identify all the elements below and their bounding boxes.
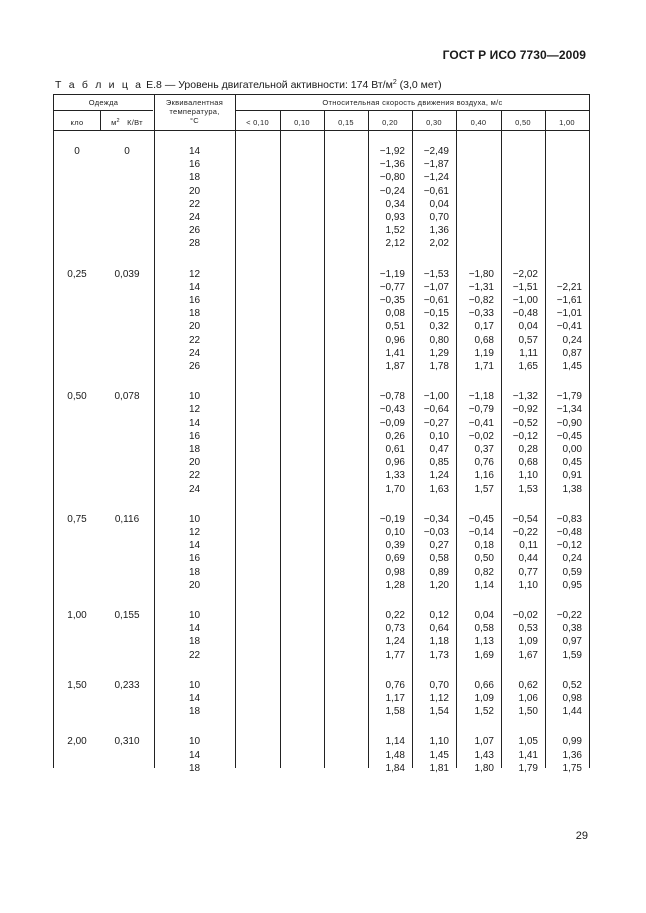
header-temperature-line3: °С [189,116,199,125]
pmv-value: −1,00 [423,391,449,403]
header-speed-col: 0,40 [470,118,487,127]
pmv-value: −2,21 [556,281,582,293]
pmv-value: 0,51 [385,321,405,333]
pmv-value: −0,09 [379,417,405,429]
pmv-value: 1,20 [429,579,449,591]
rule-column-divider [235,95,236,768]
pmv-value: 1,67 [518,649,538,661]
pmv-value: 0,11 [519,540,538,552]
pmv-value: 0,10 [429,430,449,442]
pmv-value: −0,33 [468,308,494,320]
pmv-value: 1,16 [474,470,494,482]
pmv-value: 0,34 [385,198,405,210]
pmv-value: 2,02 [429,238,449,250]
pmv-value: 0,44 [518,553,538,565]
pmv-value: −1,51 [512,281,538,293]
pmv-value: −0,82 [468,295,494,306]
pmv-value: 0,17 [474,321,494,333]
pmv-value: 0,27 [429,540,449,552]
pmv-value: 1,07 [474,736,494,748]
temperature-value: 22 [188,334,201,346]
pmv-value: 0,70 [429,212,449,223]
pmv-value: −0,90 [556,417,582,429]
pmv-value: 0,96 [385,334,405,346]
pmv-value: −0,12 [556,540,582,552]
pmv-value: 1,09 [474,693,494,704]
pmv-value: 1,19 [474,347,494,359]
pmv-value: −0,48 [556,527,582,538]
temperature-value: 12 [188,404,201,416]
pmv-value: 0,95 [562,579,582,591]
temperature-value: 20 [188,321,201,333]
pmv-value: 1,48 [385,749,405,761]
caption-label: Т а б л и ц а [55,79,144,91]
temperature-value: 20 [188,579,201,591]
header-temperature [154,98,235,125]
caption-tail: (3,0 мет) [396,79,442,91]
pmv-value: 0,04 [474,610,494,621]
temperature-value: 22 [188,470,201,482]
pmv-value: 1,84 [385,762,405,774]
temperature-value: 18 [188,636,201,648]
temperature-value: 18 [188,566,201,578]
pmv-value: 0,26 [385,430,405,442]
temperature-value: 26 [188,361,201,372]
clo-value: 0,25 [67,268,87,280]
pmv-value: −1,01 [556,308,582,320]
clo-value: 1,50 [67,679,87,691]
pmv-value: 1,69 [474,649,494,661]
header-speed-col: 0,50 [515,118,531,127]
pmv-value: 0,91 [562,470,582,482]
pmv-value: −2,02 [512,268,538,280]
pmv-value: −0,79 [468,404,494,416]
temperature-value: 18 [188,308,201,320]
pmv-value: 1,70 [385,483,405,495]
pmv-value: −0,15 [423,308,449,320]
rule-header-bottom [54,130,589,131]
pmv-value: 1,10 [518,579,538,591]
pmv-value: −0,12 [512,430,538,442]
pmv-value: 1,54 [429,706,449,718]
pmv-value: 0,76 [474,457,494,469]
temperature-value: 16 [188,159,201,171]
clo-value: 1,00 [67,610,87,621]
pmv-value: 0,98 [562,693,582,704]
pmv-value: −0,14 [468,527,494,538]
pmv-value: −1,36 [379,159,405,171]
pmv-value: −0,78 [379,391,405,403]
pmv-value: −0,41 [468,417,494,429]
pmv-value: 0,59 [562,566,582,578]
pmv-value: −1,87 [423,159,449,171]
header-temperature-line1: Эквивалентная [165,98,224,107]
pmv-value: 0,04 [429,198,449,210]
pmv-value: 1,11 [519,347,538,359]
temperature-value: 20 [188,185,201,197]
pmv-value: 1,59 [562,649,582,661]
pmv-value: 1,17 [385,693,405,704]
pmv-value: −0,02 [468,430,494,442]
pmv-value: 1,87 [385,361,405,372]
pmv-value: 0,18 [474,540,494,552]
page-number: 29 [575,830,588,842]
pmv-value: −0,02 [512,610,538,621]
pmv-value: 1,36 [429,225,449,237]
pmv-value: −0,24 [379,185,405,197]
temperature-value: 28 [188,238,201,250]
temperature-value: 18 [188,172,201,184]
temperature-value: 14 [188,540,201,552]
pmv-value: 0,69 [385,553,405,565]
temperature-value: 16 [188,553,201,565]
pmv-value: 1,65 [518,361,538,372]
pmv-value: 1,10 [429,736,449,748]
pmv-value: 1,10 [518,470,538,482]
pmv-value: 0,73 [385,623,405,635]
pmv-value: −0,83 [556,513,582,525]
pmv-value: −0,54 [512,513,538,525]
pmv-value: 0,98 [385,566,405,578]
pmv-value: 0,32 [429,321,449,333]
pmv-value: −0,80 [379,172,405,184]
pmv-value: 0,85 [429,457,449,469]
pmv-value: 1,53 [518,483,538,495]
pmv-value: −1,31 [468,281,494,293]
pmv-value: −0,41 [556,321,582,333]
table-caption [55,79,442,91]
pmv-value: −0,92 [512,404,538,416]
pmv-value: 1,43 [474,749,494,761]
pmv-value: −0,48 [512,308,538,320]
temperature-value: 24 [188,483,201,495]
thermal-resistance-value: 0,310 [114,736,140,748]
pmv-value: −0,52 [512,417,538,429]
pmv-value: −1,92 [379,146,405,157]
temperature-value: 16 [188,430,201,442]
pmv-value: 0,57 [518,334,538,346]
pmv-value: 1,63 [429,483,449,495]
pmv-value: −0,45 [556,430,582,442]
pmv-value: 0,87 [562,347,582,359]
header-m2-sup: 2 [116,118,120,124]
header-speed-col: 1,00 [559,118,575,127]
pmv-value: 1,71 [474,361,494,372]
pmv-value: 1,80 [474,762,494,774]
temperature-value: 14 [188,693,201,704]
pmv-value: 1,13 [474,636,494,648]
pmv-value: 0,22 [385,610,405,621]
temperature-value: 10 [188,610,201,621]
temperature-value: 14 [188,146,201,157]
pmv-value: 0,76 [385,679,405,691]
pmv-value: 2,12 [385,238,405,250]
temperature-value: 14 [188,417,201,429]
pmv-value: −0,27 [423,417,449,429]
pmv-value: 1,14 [385,736,405,748]
pmv-value: 1,29 [429,347,449,359]
rule-clo-divider [100,110,101,130]
pmv-value: 1,75 [562,762,582,774]
temperature-value: 10 [188,679,201,691]
pmv-value: −1,07 [423,281,449,293]
pmv-value: 0,12 [429,610,449,621]
pmv-value: 1,36 [562,749,582,761]
pmv-value: 1,45 [562,361,582,372]
pmv-value: −0,61 [423,295,449,306]
temperature-value: 14 [188,749,201,761]
pmv-value: −1,18 [468,391,494,403]
pmv-value: 0,47 [429,444,449,455]
rule-column-divider [280,110,281,768]
pmv-value: −1,53 [423,268,449,280]
pmv-value: 1,14 [474,579,494,591]
pmv-value: −0,43 [379,404,405,416]
temperature-value: 18 [188,762,201,774]
pmv-value: −0,19 [379,513,405,525]
pmv-value: 1,78 [429,361,449,372]
temperature-value: 18 [188,444,201,455]
thermal-resistance-value: 0,078 [114,391,140,403]
pmv-value: 0,82 [474,566,494,578]
pmv-value: 1,45 [429,749,449,761]
temperature-value: 14 [188,281,201,293]
pmv-value: −0,34 [423,513,449,525]
pmv-value: 0,53 [518,623,538,635]
pmv-value: 0,64 [429,623,449,635]
pmv-value: 0,61 [385,444,405,455]
pmv-value: 1,28 [385,579,405,591]
rule-column-divider [324,110,325,768]
header-kw-unit: К/Вт [127,118,143,127]
thermal-resistance-value: 0,233 [114,679,140,691]
pmv-value: 0,52 [562,679,582,691]
header-speed-col: 0,10 [294,118,310,127]
pmv-value: 1,33 [385,470,405,482]
pmv-value: 0,45 [562,457,582,469]
pmv-value: 0,24 [562,334,582,346]
pmv-value: −1,00 [512,295,538,306]
pmv-value: 0,58 [474,623,494,635]
pmv-value: 1,41 [518,749,538,761]
temperature-value: 12 [188,527,201,538]
pmv-value: −2,49 [423,146,449,157]
pmv-value: 1,12 [429,693,449,704]
header-clothing: Одежда [88,98,119,107]
pmv-value: 1,77 [385,649,405,661]
header-m2-unit: м [111,118,117,127]
clo-value: 2,00 [67,736,87,748]
pmv-value: 0,04 [518,321,538,333]
temperature-value: 26 [188,225,201,237]
thermal-resistance-value: 0 [124,146,130,157]
clo-value: 0 [74,146,80,157]
caption-superscript: 2 [392,79,397,86]
pmv-value: −0,35 [379,295,405,306]
temperature-value: 20 [188,457,201,469]
pmv-value: 1,05 [518,736,538,748]
pmv-value: −0,77 [379,281,405,293]
pmv-value: −1,61 [556,295,582,306]
rule-clothing-sub [54,110,153,111]
pmv-value: 0,80 [429,334,449,346]
document-code: ГОСТ Р ИСО 7730—2009 [442,48,586,62]
pmv-value: −0,22 [512,527,538,538]
pmv-value: −1,32 [512,391,538,403]
pmv-value: 1,38 [562,483,582,495]
temperature-value: 12 [188,268,201,280]
pmv-value: 1,44 [562,706,582,718]
pmv-value: 1,24 [429,470,449,482]
header-m2kw [100,118,154,127]
pmv-value: 1,06 [518,693,538,704]
pmv-value: 0,50 [474,553,494,565]
pmv-value: −1,79 [556,391,582,403]
pmv-value: 0,00 [562,444,582,455]
pmv-value: 1,52 [474,706,494,718]
header-speed-col: 0,20 [382,118,398,127]
pmv-value: 0,28 [518,444,538,455]
pmv-value: −1,34 [556,404,582,416]
temperature-value: 10 [188,513,201,525]
pmv-value: −1,19 [379,268,405,280]
temperature-value: 22 [188,198,201,210]
pmv-value: 0,70 [429,679,449,691]
temperature-value: 24 [188,212,201,223]
pmv-value: −0,61 [423,185,449,197]
pmv-value: 1,73 [429,649,449,661]
header-speed-col: 0,30 [426,118,442,127]
pmv-value: 1,24 [385,636,405,648]
pmv-value: 0,08 [385,308,405,320]
pmv-value: 1,41 [385,347,405,359]
pmv-value: 0,62 [518,679,538,691]
pmv-value: 1,58 [385,706,405,718]
pmv-value: 1,79 [518,762,538,774]
pmv-value: −0,45 [468,513,494,525]
temperature-value: 14 [188,623,201,635]
thermal-resistance-value: 0,039 [114,268,140,280]
header-clo: кло [70,118,84,127]
pmv-value: 0,68 [518,457,538,469]
pmv-value: 0,93 [385,212,405,223]
pmv-value: 0,39 [385,540,405,552]
pmv-value: 0,24 [562,553,582,565]
caption-text: Е.8 — Уровень двигательной активности: 174 Вт/м [143,79,393,91]
temperature-value: 18 [188,706,201,718]
pmv-value: 0,68 [474,334,494,346]
data-table [53,94,590,774]
pmv-value: −0,64 [423,404,449,416]
temperature-value: 22 [188,649,201,661]
thermal-resistance-value: 0,155 [114,610,140,621]
pmv-value: 1,18 [429,636,449,648]
thermal-resistance-value: 0,116 [114,513,140,525]
pmv-value: −1,24 [423,172,449,184]
pmv-value: 0,10 [385,527,405,538]
header-air-speed: Относительная скорость движения воздуха, м/с [322,98,503,107]
temperature-value: 24 [188,347,201,359]
pmv-value: 1,50 [518,706,538,718]
pmv-value: 0,99 [562,736,582,748]
pmv-value: −0,22 [556,610,582,621]
pmv-value: 0,97 [562,636,582,648]
header-speed-col: < 0,10 [246,118,269,127]
pmv-value: 0,96 [385,457,405,469]
clo-value: 0,75 [67,513,87,525]
pmv-value: 1,52 [385,225,405,237]
pmv-value: 0,58 [429,553,449,565]
pmv-value: 0,37 [474,444,494,455]
clo-value: 0,50 [67,391,87,403]
pmv-value: −0,03 [423,527,449,538]
pmv-value: 1,09 [518,636,538,648]
temperature-value: 10 [188,736,201,748]
pmv-value: 0,77 [518,566,538,578]
pmv-value: 0,38 [562,623,582,635]
temperature-value: 16 [188,295,201,306]
pmv-value: −1,80 [468,268,494,280]
pmv-value: 1,81 [429,762,449,774]
pmv-value: 1,57 [474,483,494,495]
header-temperature-line2: температура, [169,107,220,116]
temperature-value: 10 [188,391,201,403]
header-speed-col: 0,15 [338,118,354,127]
pmv-value: 0,89 [429,566,449,578]
pmv-value: 0,66 [474,679,494,691]
